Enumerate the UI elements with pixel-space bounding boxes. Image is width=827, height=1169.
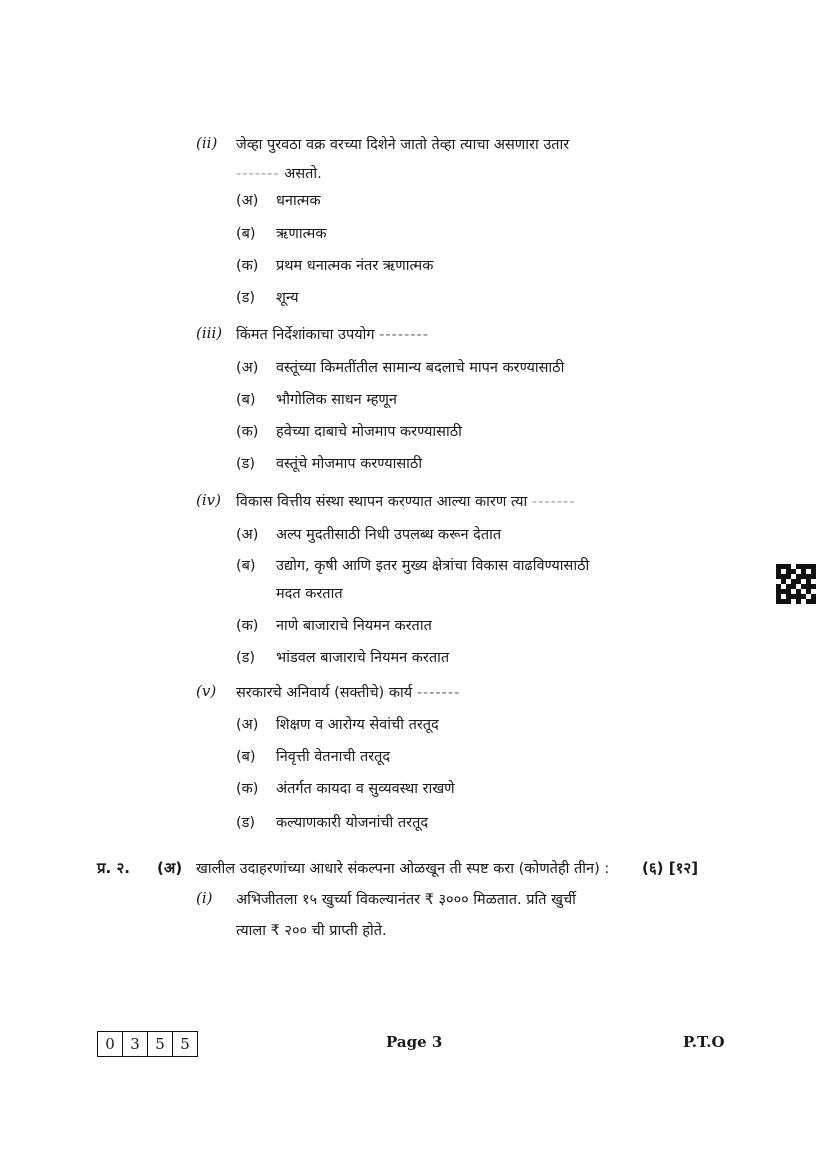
option-text: प्रथम धनात्मक नंतर ऋणात्मक [276, 258, 434, 274]
code-digit: 0 [98, 1032, 123, 1056]
question-text: किंमत निर्देशांकाचा उपयोग -------- [236, 327, 429, 343]
option-text: धनात्मक [276, 193, 321, 209]
option-text: अंतर्गत कायदा व सुव्यवस्था राखणे [276, 781, 455, 797]
question-number: (ii) [196, 134, 218, 152]
option-label: (ब) [236, 226, 256, 242]
option-label: (अ) [236, 360, 259, 376]
option-text: शून्य [276, 290, 299, 306]
option-label: (अ) [236, 193, 259, 209]
question-text-cont: ------- असतो. [236, 166, 322, 182]
question-text: सरकारचे अनिवार्य (सक्तीचे) कार्य ------- [236, 685, 461, 701]
question-number: (iv) [196, 491, 221, 509]
option-text: कल्याणकारी योजनांची तरतूद [276, 815, 429, 831]
option-label: (क) [236, 618, 259, 634]
sub-question-line2: त्याला ₹ २०० ची प्राप्ती होते. [236, 923, 387, 939]
option-label: (ड) [236, 290, 256, 306]
main-question-marks: (६) [१२] [642, 859, 699, 877]
main-question-text: खालील उदाहरणांच्या आधारे संकल्पना ओळखून ती स्पष्ट करा (कोणतेही तीन) : [196, 861, 610, 877]
option-label: (ब) [236, 392, 256, 408]
sub-question-number: (i) [196, 889, 213, 907]
option-label: (ब) [236, 749, 256, 765]
code-digit: 5 [180, 1035, 190, 1053]
option-label: (क) [236, 258, 259, 274]
code-digit: 3 [123, 1032, 148, 1056]
option-text: शिक्षण व आरोग्य सेवांची तरतूद [276, 717, 439, 733]
question-text: विकास वित्तीय संस्था स्थापन करण्यात आल्या कारण त्या ------- [236, 494, 576, 510]
paper-code-box [97, 1031, 198, 1057]
option-text: अल्प मुदतीसाठी निधी उपलब्ध करून देतात [276, 527, 502, 543]
page-number: Page 3 [386, 1033, 443, 1051]
question-number: (v) [196, 682, 217, 700]
option-label: (ब) [236, 558, 256, 574]
question-number: (iii) [196, 324, 223, 342]
option-label: (ड) [236, 650, 256, 666]
option-text: नाणे बाजाराचे नियमन करतात [276, 618, 432, 634]
option-label: (ड) [236, 815, 256, 831]
option-label: (क) [236, 424, 259, 440]
option-text: ऋणात्मक [276, 226, 327, 242]
code-digit: 5 [148, 1032, 173, 1056]
main-question-number: प्र. २. [97, 859, 130, 877]
option-label: (अ) [236, 527, 259, 543]
option-label: (अ) [236, 717, 259, 733]
option-text-cont: मदत करतात [276, 586, 343, 602]
option-text: भौगोलिक साधन म्हणून [276, 392, 397, 408]
option-text: भांडवल बाजाराचे नियमन करतात [276, 650, 450, 666]
sub-question-line1: अभिजीतला १५ खुर्च्या विकल्यानंतर ₹ ३००० मिळतात. प्रति खुर्ची [236, 892, 576, 908]
main-question-sub: (अ) [157, 859, 183, 877]
option-text: निवृत्ती वेतनाची तरतूद [276, 749, 391, 765]
option-label: (क) [236, 781, 259, 797]
question-text: जेव्हा पुरवठा वक्र वरच्या दिशेने जातो तेव्हा त्याचा असणारा उतार [236, 137, 570, 153]
option-text: उद्योग, कृषी आणि इतर मुख्य क्षेत्रांचा विकास वाढविण्यासाठी [276, 558, 590, 574]
option-text: हवेच्या दाबाचे मोजमाप करण्यासाठी [276, 424, 462, 440]
option-text: वस्तूंच्या किमतींतील सामान्य बदलाचे मापन करण्यासाठी [276, 360, 565, 376]
pto-label: P.T.O [683, 1033, 725, 1051]
qr-code [776, 564, 816, 604]
option-label: (ड) [236, 456, 256, 472]
option-text: वस्तूंचे मोजमाप करण्यासाठी [276, 456, 423, 472]
